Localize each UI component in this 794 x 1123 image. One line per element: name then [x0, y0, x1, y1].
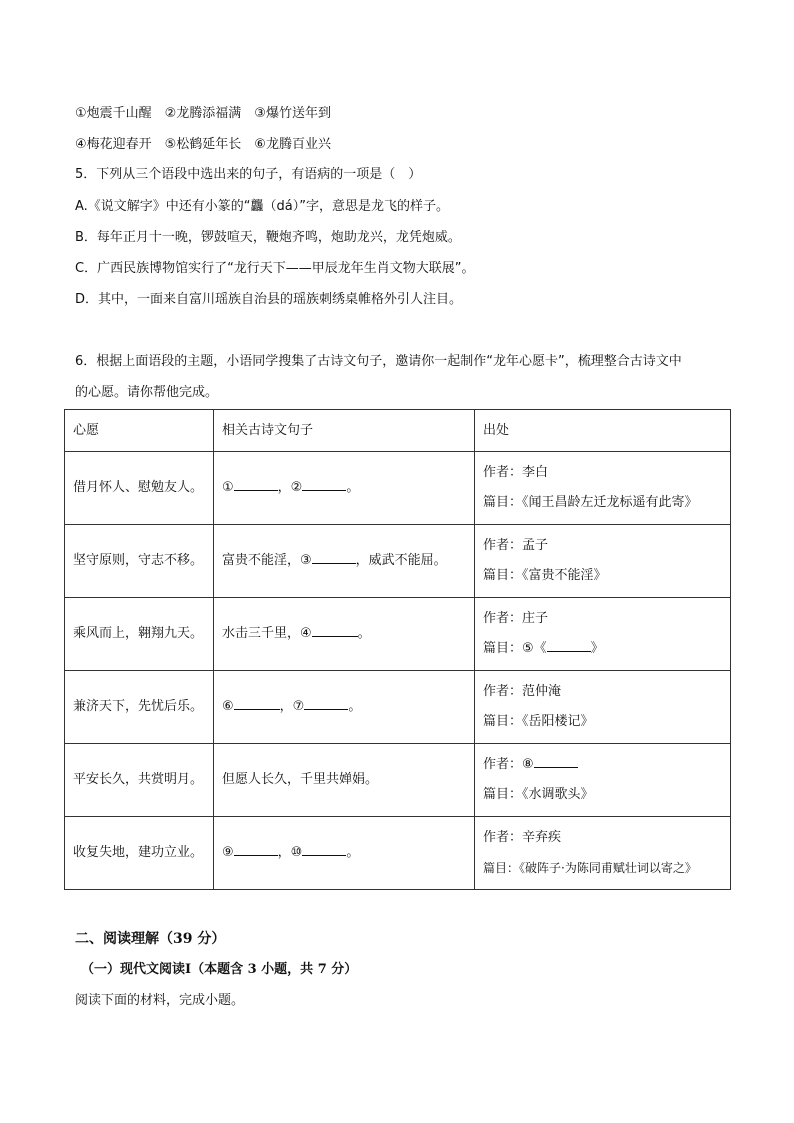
answer-blank-1[interactable]: [234, 476, 278, 491]
sentence-cell: 但愿人长久，千里共婵娟。: [214, 744, 475, 817]
source-cell: [475, 598, 731, 671]
wish-cell: 乘风而上，翱翔九天。: [65, 598, 214, 671]
wish-cell: 收复失地，建功立业。: [65, 817, 214, 890]
wish-cell: 兼济天下，先忧后乐。: [65, 671, 214, 744]
answer-blank-5[interactable]: [547, 637, 591, 652]
source-cell: [475, 452, 731, 525]
work-text: 篇目：⑤《 》: [483, 634, 722, 664]
sentence-cell: ⑨ ，⑩ 。: [214, 817, 475, 890]
table-row: [65, 452, 731, 525]
q6-stem-line-2: 的心愿。请你帮他完成。: [75, 385, 219, 400]
author-text: 作者：辛弃疾: [483, 830, 562, 845]
sentence-cell: ① ，② 。: [214, 452, 475, 525]
table-row: [65, 671, 731, 744]
header-source: 出处: [475, 410, 731, 452]
answer-blank-10[interactable]: [302, 841, 346, 856]
blessing-line-2: ④梅花迎春开 ⑤松鹤延年长 ⑥龙腾百业兴: [75, 137, 331, 152]
author-text: 作者：⑧: [483, 750, 722, 780]
answer-blank-7[interactable]: [304, 695, 348, 710]
section-title: 二、阅读理解（39 分）: [75, 931, 226, 947]
author-text: 作者：李白: [483, 465, 549, 480]
wish-cell: 借月怀人、慰勉友人。: [65, 452, 214, 525]
work-text: 篇目：《富贵不能淫》: [483, 568, 607, 583]
sentence-cell: ⑥ ，⑦ 。: [214, 671, 475, 744]
source-cell: [475, 744, 731, 817]
wish-cell: 平安长久，共赏明月。: [65, 744, 214, 817]
author-text: 作者：范仲淹: [483, 684, 562, 699]
author-text: 作者：庄子: [483, 611, 549, 626]
sentence-cell: 富贵不能淫，③ ，威武不能屈。: [214, 525, 475, 598]
reading-instruction: 阅读下面的材料，完成小题。: [75, 993, 245, 1008]
work-text: 篇目：《水调歌头》: [483, 787, 594, 802]
table-row: [65, 744, 731, 817]
work-text: 篇目：《岳阳楼记》: [483, 714, 594, 729]
blessing-line-1: ①炮震千山醒 ②龙腾添福满 ③爆竹送年到: [75, 106, 331, 121]
header-sentence: 相关古诗文句子: [214, 410, 475, 452]
answer-blank-2[interactable]: [302, 476, 346, 491]
source-cell: [475, 525, 731, 598]
q5-option-c: C．广西民族博物馆实行了“龙行天下——甲辰龙年生肖文物大联展”。: [75, 261, 475, 276]
table-row: [65, 817, 731, 890]
answer-blank-6[interactable]: [234, 695, 280, 710]
answer-blank-3[interactable]: [312, 549, 356, 564]
answer-blank-9[interactable]: [234, 841, 278, 856]
q5-option-a: A.《说文解字》中还有小篆的“龘（dá）”字，意思是龙飞的样子。: [75, 199, 449, 214]
author-text: 作者：孟子: [483, 538, 549, 553]
q5-stem: 5．下列从三个语段中选出来的句子，有语病的一项是（ ）: [75, 167, 422, 182]
q6-stem-line-1: 6．根据上面语段的主题，小语同学搜集了古诗文句子，邀请你一起制作“龙年心愿卡”，梳理整合古诗文中: [75, 354, 682, 369]
source-cell: [475, 817, 731, 890]
table-row: [65, 598, 731, 671]
table-header-row: [65, 410, 731, 452]
answer-blank-4[interactable]: [312, 622, 358, 637]
wish-cell: 坚守原则，守志不移。: [65, 525, 214, 598]
answer-blank-8[interactable]: [534, 753, 578, 768]
q5-option-d: D．其中，一面来自富川瑶族自治县的瑶族刺绣桌帷格外引人注目。: [75, 292, 463, 307]
header-wish: 心愿: [65, 410, 214, 452]
sentence-cell: 水击三千里，④ 。: [214, 598, 475, 671]
table-row: [65, 525, 731, 598]
subsection-title: （一）现代文阅读Ⅰ（本题含 3 小题，共 7 分）: [81, 962, 358, 977]
work-text: 篇目：《闻王昌龄左迁龙标遥有此寄》: [483, 495, 698, 510]
q5-option-b: B．每年正月十一晚，锣鼓喧天，鞭炮齐鸣，炮助龙兴，龙凭炮威。: [75, 230, 461, 245]
work-text: 篇目：《破阵子·为陈同甫赋壮词以寄之》: [483, 861, 697, 875]
poem-table: [64, 409, 731, 890]
source-cell: [475, 671, 731, 744]
